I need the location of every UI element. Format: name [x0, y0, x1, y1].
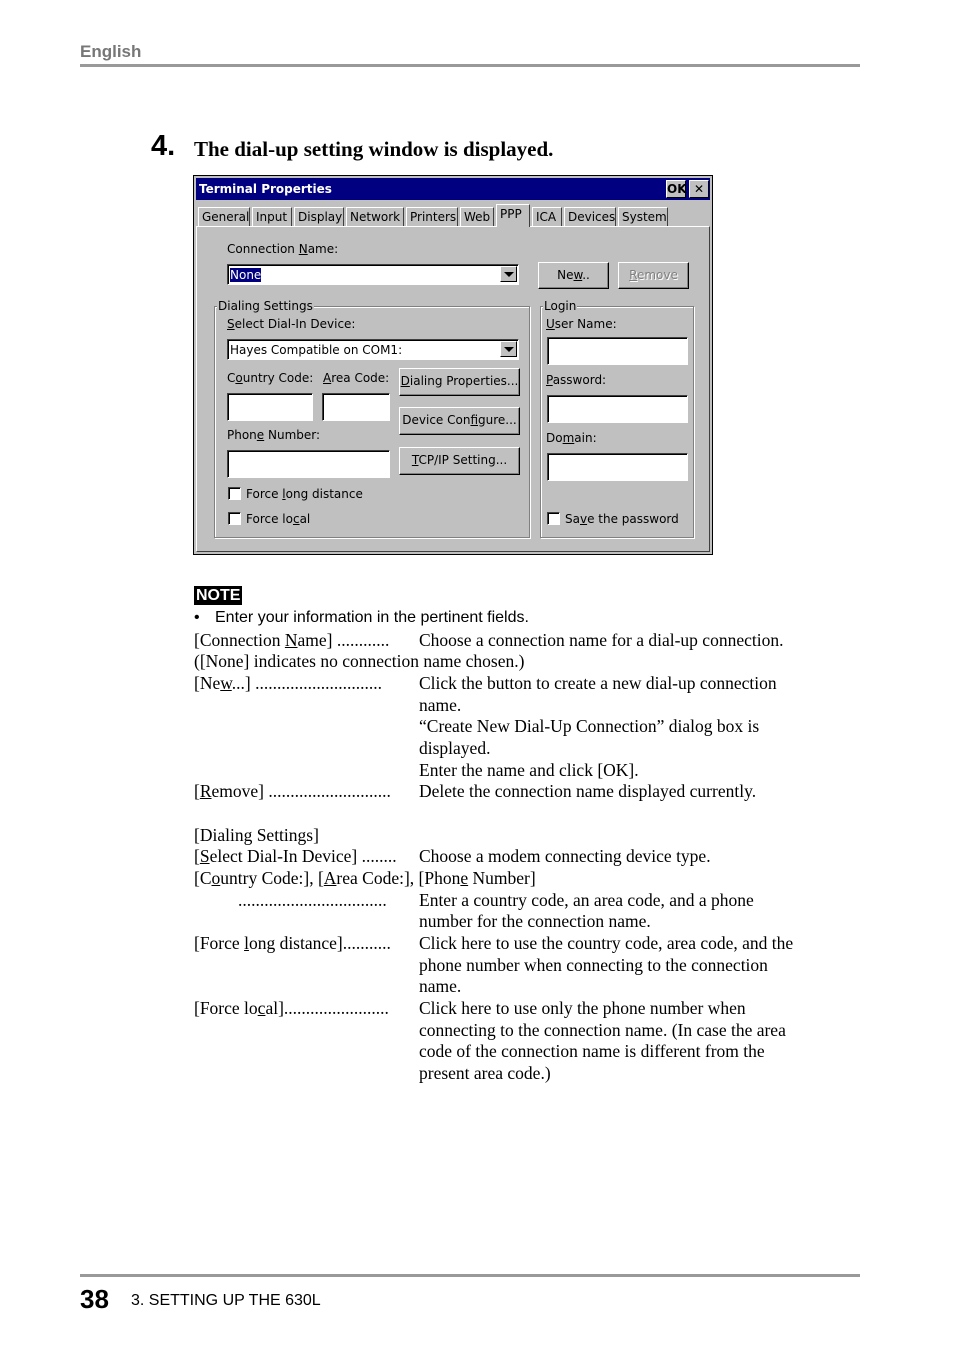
- desc-codes-line: number for the connection name.: [419, 911, 651, 931]
- dial-in-device-value: Hayes Compatible on COM1:: [230, 343, 403, 357]
- term-new: [New...] .............................: [194, 673, 382, 693]
- note-bullet: • Enter your information in the pertinent fields.: [194, 609, 529, 626]
- desc-force-local-line: Click here to use only the phone number when: [419, 998, 746, 1018]
- term-force-long: [Force long distance]...........: [194, 933, 391, 953]
- tab-system[interactable]: System: [618, 207, 668, 226]
- area-code-label: Area Code:: [323, 371, 390, 385]
- term-remove: [Remove] ............................: [194, 781, 391, 801]
- login-label: Login: [544, 299, 577, 313]
- connection-name-value: None: [230, 268, 262, 282]
- running-header: English: [80, 42, 142, 61]
- user-name-label: User Name:: [546, 317, 617, 331]
- password-input[interactable]: [547, 395, 688, 423]
- header-rule: [80, 64, 860, 67]
- country-code-input[interactable]: [227, 393, 313, 421]
- desc-connection-name: Choose a connection name for a dial-up connection.: [419, 630, 784, 650]
- tab-general[interactable]: General: [198, 207, 250, 226]
- chevron-down-icon[interactable]: [500, 266, 517, 282]
- tab-input[interactable]: Input: [252, 207, 292, 226]
- close-icon[interactable]: ✕: [689, 180, 709, 198]
- footer-rule: [80, 1274, 860, 1277]
- desc-force-long-line: phone number when connecting to the connection: [419, 955, 768, 975]
- domain-input[interactable]: [547, 453, 688, 481]
- force-long-distance-checkbox[interactable]: [228, 487, 241, 500]
- tcpip-setting-button[interactable]: TCP/IP Setting...: [399, 447, 520, 475]
- term-select-device: [Select Dial-In Device] ........: [194, 846, 397, 866]
- device-configure-button[interactable]: Device Configure...: [399, 407, 520, 435]
- desc-codes-line: Enter a country code, an area code, and a phone: [419, 890, 754, 910]
- desc-new-line: name.: [419, 695, 462, 715]
- dialog-title: Terminal Properties: [199, 182, 332, 196]
- force-local-label: Force local: [246, 512, 311, 526]
- desc-force-long-line: Click here to use the country code, area code, and the: [419, 933, 794, 953]
- password-label: Password:: [546, 373, 607, 387]
- user-name-input[interactable]: [547, 337, 688, 365]
- step-number: 4.: [151, 130, 176, 162]
- chevron-down-icon[interactable]: [500, 341, 517, 357]
- note-none-line: ([None] indicates no connection name chosen.): [194, 651, 525, 671]
- area-code-input[interactable]: [322, 393, 390, 421]
- desc-remove: Delete the connection name displayed currently.: [419, 781, 757, 801]
- login-group: [540, 299, 694, 538]
- term-force-local: [Force local]........................: [194, 998, 389, 1018]
- desc-force-local-line: code of the connection name is different from the: [419, 1041, 765, 1061]
- dialing-settings-heading: [Dialing Settings]: [194, 825, 319, 845]
- tab-ica[interactable]: ICA: [532, 207, 562, 226]
- ppp-tab-panel: [196, 226, 710, 552]
- desc-force-local-line: connecting to the connection name. (In case the area: [419, 1020, 786, 1040]
- terminal-properties-dialog: [193, 175, 713, 555]
- term-codes-leader: ..................................: [238, 890, 387, 910]
- step-title: The dial-up setting window is displayed.: [194, 137, 554, 161]
- desc-new-line: “Create New Dial-Up Connection” dialog box is: [419, 716, 760, 736]
- tab-ppp[interactable]: PPP: [496, 204, 530, 227]
- phone-number-input[interactable]: [227, 450, 390, 478]
- chapter-title: 3. SETTING UP THE 630L: [131, 1292, 321, 1309]
- force-long-distance-label: Force long distance: [246, 487, 363, 501]
- desc-new-line: Enter the name and click [OK].: [419, 760, 639, 780]
- country-code-label: Country Code:: [227, 371, 314, 385]
- dialog-titlebar: [196, 178, 710, 200]
- remove-button[interactable]: Remove: [618, 262, 689, 289]
- ok-button[interactable]: OK: [667, 182, 687, 196]
- force-local-checkbox[interactable]: [228, 512, 241, 525]
- dial-in-device-label: Select Dial-In Device:: [227, 317, 356, 331]
- dialing-properties-button[interactable]: Dialing Properties...: [399, 368, 520, 396]
- tab-printers[interactable]: Printers: [406, 207, 458, 226]
- tab-display[interactable]: Display: [294, 207, 344, 226]
- desc-select-device: Choose a modem connecting device type.: [419, 846, 711, 866]
- new-button[interactable]: New..: [538, 262, 609, 289]
- connection-name-label: Connection Name:: [227, 242, 339, 256]
- tab-network[interactable]: Network: [346, 207, 404, 226]
- phone-number-label: Phone Number:: [227, 428, 321, 442]
- dialing-settings-label: Dialing Settings: [218, 299, 313, 313]
- desc-new-line: Click the button to create a new dial-up connection: [419, 673, 777, 693]
- term-codes: [Country Code:], [Area Code:], [Phone Number]: [194, 868, 536, 888]
- connection-name-combo[interactable]: [227, 264, 519, 285]
- save-password-checkbox[interactable]: [547, 512, 560, 525]
- dial-in-device-combo[interactable]: [227, 339, 519, 360]
- desc-force-local-line: present area code.): [419, 1063, 551, 1083]
- save-password-label: Save the password: [565, 512, 679, 526]
- dialing-settings-group: [214, 299, 530, 538]
- desc-new-line: displayed.: [419, 738, 491, 758]
- tab-devices[interactable]: Devices: [564, 207, 616, 226]
- term-connection-name: [Connection Name] ............: [194, 630, 390, 650]
- page-number: 38: [80, 1284, 109, 1314]
- note-badge: NOTE: [196, 587, 241, 604]
- domain-label: Domain:: [546, 431, 597, 445]
- tab-web[interactable]: Web: [460, 207, 494, 226]
- desc-force-long-line: name.: [419, 976, 462, 996]
